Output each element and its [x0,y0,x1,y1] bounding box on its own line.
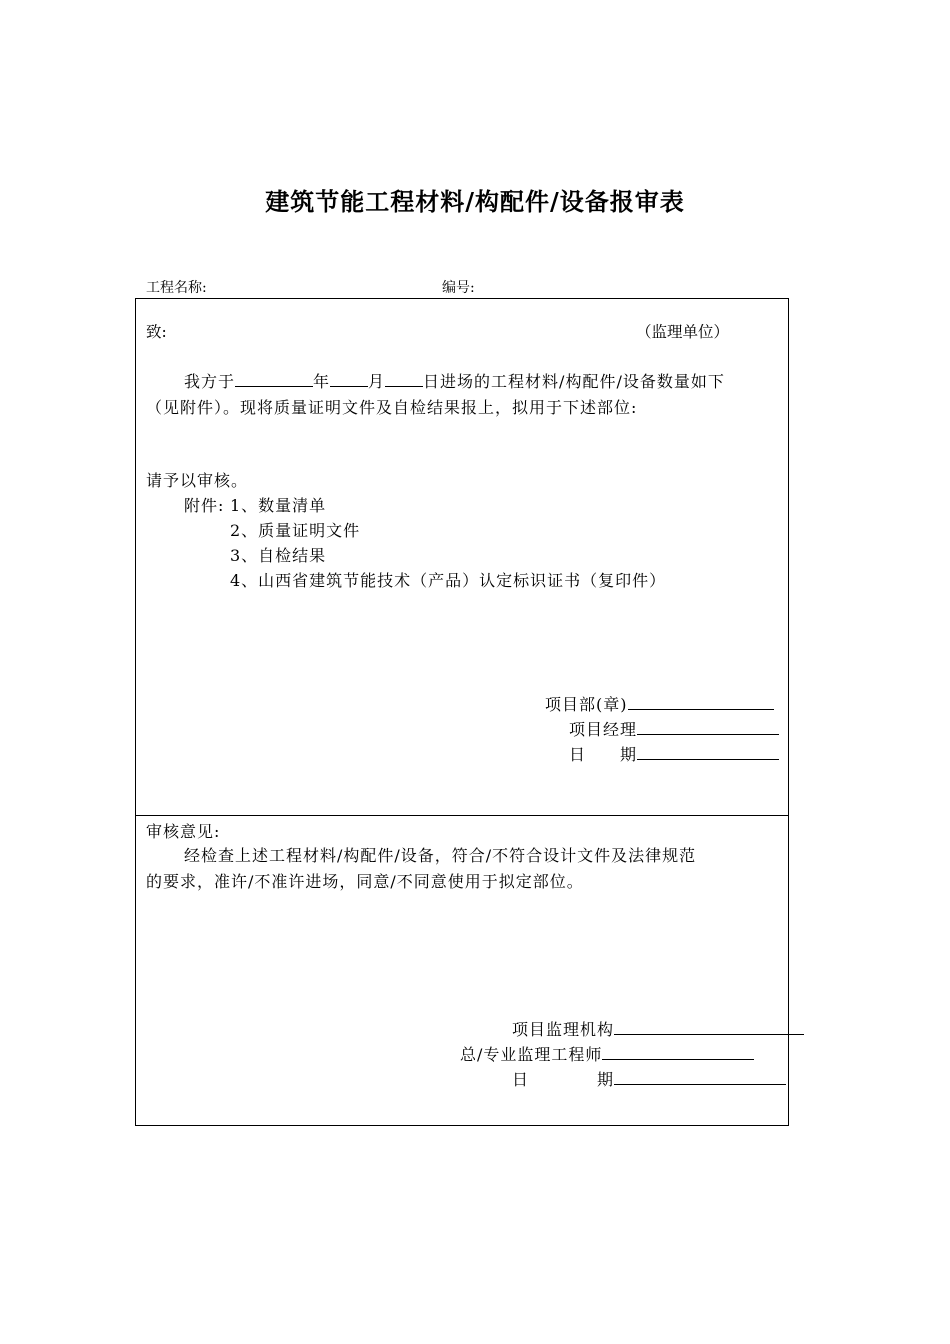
month-label: 月 [368,372,386,391]
date-sign-label-1: 日 期 [569,745,638,764]
date-sign-line-2 [614,1070,786,1085]
date-sign-label-2: 日 期 [512,1070,615,1089]
section-divider [135,815,789,816]
arrival-prefix: 我方于 [184,372,236,391]
attachment-item: 4、山西省建筑节能技术（产品）认定标识证书（复印件） [230,571,667,590]
arrival-line2: （见附件）。现将质量证明文件及自检结果报上，拟用于下述部位: [146,398,638,417]
arrival-rest: 日进场的工程材料/构配件/设备数量如下 [423,372,725,391]
dept-sign-label: 项目部(章) [545,695,628,714]
review-opinion-line1: 经检查上述工程材料/构配件/设备，符合/不符合设计文件及法律规范 [184,846,697,865]
engineer-sign [460,1045,754,1065]
arrival-sentence [184,372,725,392]
year-label: 年 [313,372,331,391]
manager-sign-label: 项目经理 [569,720,638,739]
manager-sign [569,720,779,740]
manager-sign-line [637,720,779,735]
review-opinion-line2: 的要求，准许/不准许进场，同意/不同意使用于拟定部位。 [146,872,584,891]
engineer-sign-line [602,1045,754,1060]
date-sign-2 [512,1070,786,1090]
project-name-label: 工程名称: [146,280,207,296]
year-blank [235,372,313,387]
supervisor-unit-label: （监理单位） [636,323,730,341]
attachment-item: 1、数量清单 [230,496,327,515]
request-text: 请予以审核。 [146,471,249,490]
date-sign-line-1 [637,745,779,760]
org-sign-line [614,1020,804,1035]
org-sign [512,1020,804,1040]
engineer-sign-label: 总/专业监理工程师 [460,1045,603,1064]
dept-sign-line [628,695,774,710]
review-opinion-label: 审核意见: [146,822,221,841]
dept-sign [545,695,774,715]
day-blank [385,372,423,387]
to-label: 致: [146,323,167,341]
org-sign-label: 项目监理机构 [512,1020,615,1039]
number-label: 编号: [442,280,475,296]
date-sign-1 [569,745,779,765]
attachment-item: 2、质量证明文件 [230,521,361,540]
attachment-item: 3、自检结果 [230,546,327,565]
month-blank [330,372,368,387]
attachment-label: 附件: [184,496,225,515]
page-title: 建筑节能工程材料/构配件/设备报审表 [265,187,685,216]
